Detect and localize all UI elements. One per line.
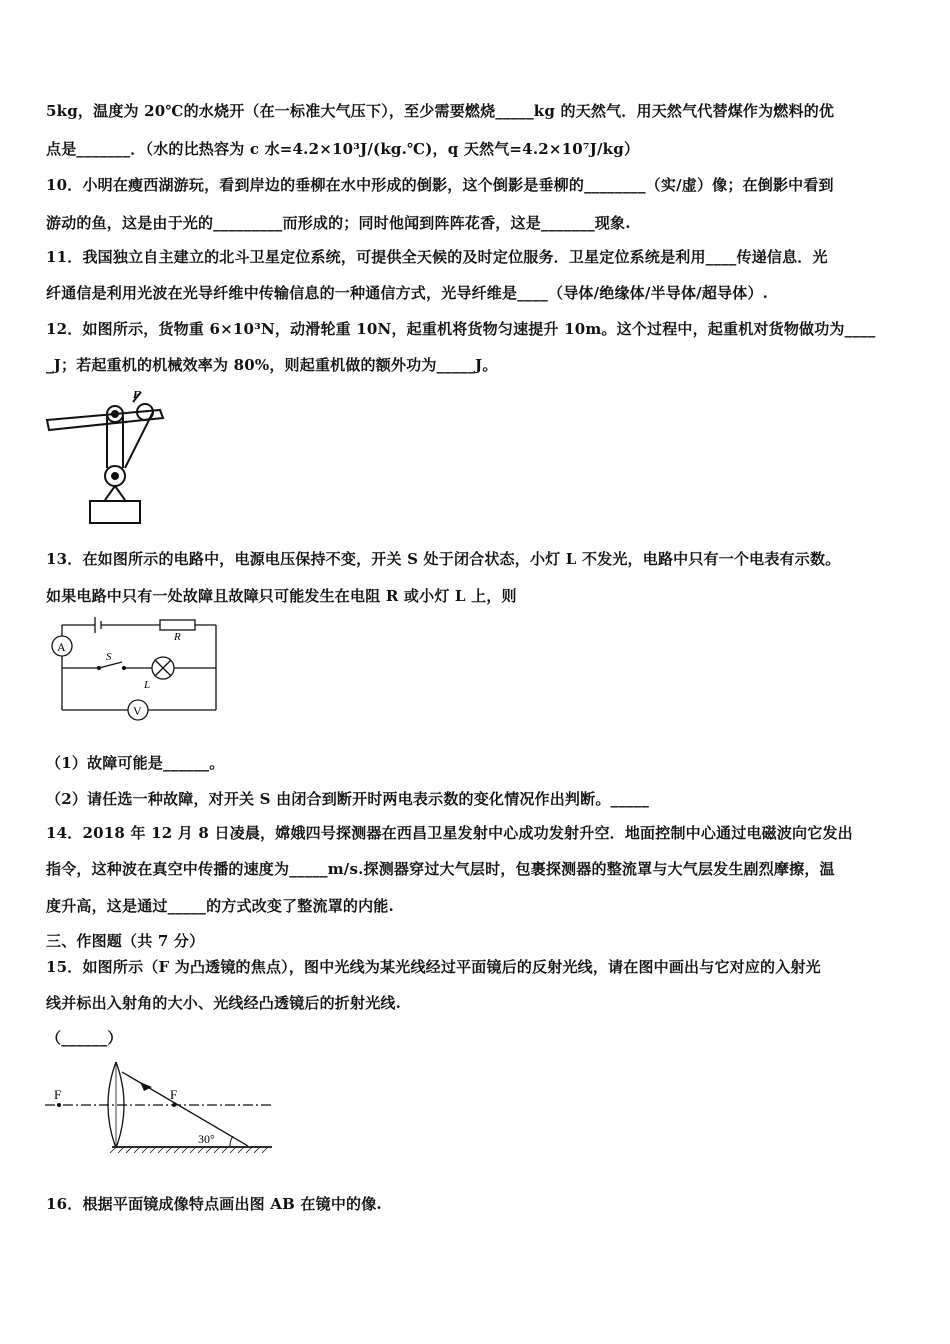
left-focus-dot — [57, 1103, 61, 1107]
q10-text-1: 10．小明在瘦西湖游玩，看到岸边的垂柳在水中形成的倒影，这个倒影是垂柳的________（实/虚）像；在倒影中看到 — [46, 176, 834, 194]
angle-label: 30° — [198, 1132, 215, 1146]
resistor-label: R — [174, 631, 181, 643]
ammeter-label: A — [57, 640, 66, 654]
q11-text-1: 11．我国独立自主建立的北斗卫星定位系统，可提供全天候的及时定位服务．卫星定位系统是利用____传递信息．光 — [46, 248, 828, 266]
q13-part2: （2）请任选一种故障，对开关 S 由闭合到断开时两电表示数的变化情况作出判断。_____ — [46, 790, 650, 808]
resistor — [160, 620, 195, 630]
q10-text-2: 游动的鱼，这是由于光的_________而形成的；同时他闻到阵阵花香，这是_______现象. — [46, 214, 631, 232]
angle-arc — [230, 1136, 233, 1146]
q14-text-2: 指令，这种波在真空中传播的速度为_____m/s.探测器穿过大气层时，包裹探测器的整流罩与大气层发生剧烈摩擦，温 — [46, 860, 835, 878]
force-label: F — [133, 389, 141, 401]
q16-text: 16．根据平面镜成像特点画出图 AB 在镜中的像. — [46, 1195, 382, 1213]
lens-mirror-figure — [40, 1060, 280, 1160]
crane-pulley-figure — [45, 388, 170, 528]
q15-answer-blank: （______） — [46, 1029, 123, 1047]
q9-text-cont-1: 5kg，温度为 20℃的水烧开（在一标准大气压下），至少需要燃烧_____kg 的天然气．用天然气代替煤作为燃料的优 — [46, 102, 835, 120]
q9-text-cont-2: 点是_______．（水的比热容为 c 水=4.2×10³J/(kg.℃)，q 天然气=4.2×10⁷J/kg） — [46, 140, 640, 158]
right-focus-dot — [172, 1103, 176, 1107]
section-3-heading: 三、作图题（共 7 分） — [46, 932, 205, 950]
right-focus-label: F — [170, 1087, 178, 1102]
q15-text-1: 15．如图所示（F 为凸透镜的焦点），图中光线为某光线经过平面镜后的反射光线，请在图中画出与它对应的入射光 — [46, 958, 821, 976]
switch-label: S — [106, 651, 112, 663]
circuit-figure — [40, 610, 225, 728]
q12-text-1: 12．如图所示，货物重 6×10³N，动滑轮重 10N，起重机将货物匀速提升 10m。这个过程中，起重机对货物做功为____ — [46, 320, 876, 338]
q11-text-2: 纤通信是利用光波在光导纤维中传输信息的一种通信方式，光导纤维是____（导体/绝缘体/半导体/超导体）. — [46, 284, 769, 302]
lamp-label: L — [144, 679, 151, 691]
q12-text-2: _J；若起重机的机械效率为 80%，则起重机做的额外功为_____J。 — [46, 356, 498, 374]
q13-part1: （1）故障可能是______。 — [46, 754, 225, 772]
q13-text-2: 如果电路中只有一处故障且故障只可能发生在电阻 R 或小灯 L 上，则 — [46, 587, 517, 605]
cargo-box — [90, 501, 140, 523]
ray-arrow — [140, 1082, 152, 1091]
q13-text-1: 13．在如图所示的电路中，电源电压保持不变，开关 S 处于闭合状态，小灯 L 不发光，电路中只有一个电表有示数。 — [46, 550, 841, 568]
left-focus-label: F — [54, 1087, 62, 1102]
q14-text-1: 14．2018 年 12 月 8 日凌晨，嫦娥四号探测器在西昌卫星发射中心成功发射升空．地面控制中心通过电磁波向它发出 — [46, 824, 853, 842]
q15-text-2: 线并标出入射角的大小、光线经凸透镜后的折射光线. — [46, 994, 402, 1012]
q14-text-3: 度升高，这是通过_____的方式改变了整流罩的内能. — [46, 897, 394, 915]
voltmeter-label: V — [133, 704, 142, 718]
